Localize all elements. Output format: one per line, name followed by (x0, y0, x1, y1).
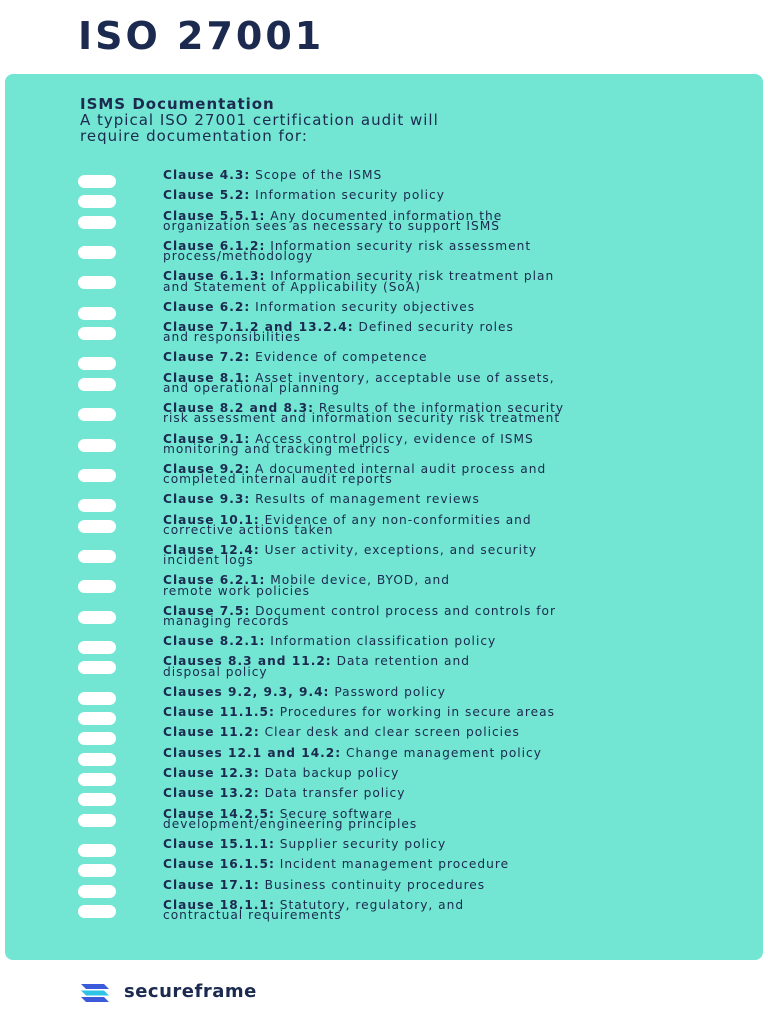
clause-label: Clause 5.5.1: (163, 208, 266, 223)
clause-description: Results of management reviews (255, 492, 480, 507)
clause-label: Clause 9.3: (163, 492, 251, 507)
clause-label: Clauses 12.1 and 14.2: (163, 745, 342, 760)
clause-item (78, 788, 738, 808)
pill-bullet-icon (78, 408, 116, 421)
clause-label: Clause 9.1: (163, 431, 251, 446)
clause-description: and operational planning (163, 381, 340, 396)
clause-label: Clause 6.1.3: (163, 269, 266, 284)
clause-item (78, 575, 738, 605)
pill-bullet-icon (78, 550, 116, 563)
clause-description: User activity, exceptions, and security (264, 543, 538, 557)
clause-description: completed internal audit reports (163, 472, 393, 487)
secureframe-logo-icon (78, 982, 112, 1004)
clause-description: managing records (163, 614, 290, 629)
clause-item (78, 806, 738, 839)
clause-description: Asset inventory, acceptable use of assets, (255, 370, 555, 385)
pill-bullet-icon (78, 732, 116, 745)
clause-description: development/engineering principles (163, 816, 418, 831)
clause-item (78, 512, 738, 545)
clause-description: Incident management procedure (279, 857, 510, 872)
clause-label: Clause 16.1.5: (163, 857, 275, 872)
clause-label: Clause 6.1.2: (163, 238, 266, 253)
clause-description: remote work policies (163, 583, 310, 598)
clause-description: organization sees as necessary to support ISMS (163, 218, 500, 233)
pill-bullet-icon (78, 378, 116, 391)
clause-description: and Statement of Applicability (SoA) (163, 279, 421, 294)
clause-description: Document control process and controls for (255, 603, 556, 618)
clause-label: Clause 12.3: (163, 766, 260, 781)
clause-description: process/methodology (163, 249, 314, 264)
clause-description: Change management policy (346, 745, 542, 760)
pill-bullet-icon (78, 580, 116, 593)
page-title: ISO 27001 (78, 14, 325, 58)
clause-item (78, 238, 738, 271)
clause-description: Evidence of any non-conformities and (264, 512, 532, 527)
pill-bullet-icon (78, 327, 116, 340)
clause-label: Clause 5.2: (163, 188, 251, 203)
clause-item (78, 603, 738, 636)
clause-label: Clause 11.1.5: (163, 705, 275, 720)
clause-description: corrective actions taken (163, 522, 334, 537)
clause-item (78, 431, 738, 464)
pill-bullet-icon (78, 793, 116, 806)
clause-label: Clause 10.1: (163, 512, 260, 527)
pill-bullet-icon (78, 357, 116, 370)
pill-bullet-icon (78, 864, 116, 877)
clause-description: incident logs (163, 553, 254, 568)
pill-bullet-icon (78, 499, 116, 512)
clause-description: Data transfer policy (264, 786, 406, 801)
clause-label: Clause 8.2.1: (163, 634, 266, 649)
clause-label: Clauses 8.3 and 11.2: (163, 654, 332, 669)
clause-description: Secure software (279, 806, 393, 821)
clause-label: Clause 17.1: (163, 877, 260, 892)
clause-item (78, 494, 738, 514)
clause-description: Scope of the ISMS (255, 168, 383, 182)
pill-bullet-icon (78, 905, 116, 918)
intro (80, 96, 680, 144)
clause-item (78, 190, 738, 210)
clause-list (78, 170, 738, 930)
clause-label: Clause 14.2.5: (163, 806, 275, 821)
pill-bullet-icon (78, 753, 116, 766)
clause-label: Clause 4.3: (163, 168, 251, 182)
clause-item (78, 208, 738, 241)
clause-item (78, 656, 738, 686)
clause-item (78, 170, 738, 190)
clause-item (78, 636, 738, 656)
pill-bullet-icon (78, 276, 116, 289)
clause-description: Statutory, regulatory, and (279, 897, 465, 912)
pill-bullet-icon (78, 692, 116, 705)
clause-description: Procedures for working in secure areas (279, 705, 555, 720)
clause-label: Clause 6.2: (163, 299, 251, 314)
clause-description: A documented internal audit process and (255, 461, 547, 476)
clause-item (78, 727, 738, 747)
clause-description: Results of the information security (318, 401, 565, 416)
clause-item (78, 403, 738, 433)
clause-label: Clause 8.1: (163, 370, 251, 385)
pill-bullet-icon (78, 195, 116, 208)
clause-label: Clause 9.2: (163, 461, 251, 476)
clause-description: Evidence of competence (255, 350, 428, 365)
clause-description: Any documented information the (270, 208, 503, 223)
clause-description: Data backup policy (264, 766, 400, 781)
clause-item (78, 271, 738, 301)
clause-description: Information security objectives (255, 299, 476, 314)
clause-item (78, 707, 738, 727)
pill-bullet-icon (78, 773, 116, 786)
pill-bullet-icon (78, 661, 116, 674)
clause-item (78, 545, 738, 575)
pill-bullet-icon (78, 520, 116, 533)
pill-bullet-icon (78, 885, 116, 898)
clause-label: Clause 7.5: (163, 603, 251, 618)
clause-item (78, 768, 738, 788)
clause-description: disposal policy (163, 664, 268, 679)
clause-item (78, 352, 738, 372)
clause-label: Clause 13.2: (163, 786, 260, 801)
clause-description: Clear desk and clear screen policies (264, 725, 520, 740)
clause-description: Business continuity procedures (264, 877, 486, 892)
clause-description: Information security risk treatment plan (270, 269, 555, 284)
clause-description: risk assessment and information security risk treatment (163, 411, 561, 426)
clause-label: Clause 18.1.1: (163, 897, 275, 912)
intro-heading: ISMS Documentation (80, 95, 275, 113)
clause-label: Clauses 9.2, 9.3, 9.4: (163, 684, 330, 699)
pill-bullet-icon (78, 611, 116, 624)
pill-bullet-icon (78, 469, 116, 482)
clause-description: Information security risk assessment (270, 238, 532, 253)
pill-bullet-icon (78, 814, 116, 827)
intro-line-2: require documentation for: (80, 127, 308, 145)
clause-description: Supplier security policy (279, 837, 447, 852)
clause-item (78, 322, 738, 352)
pill-bullet-icon (78, 844, 116, 857)
pill-bullet-icon (78, 175, 116, 188)
clause-item (78, 461, 738, 494)
clause-label: Clause 12.4: (163, 543, 260, 557)
clause-description: Password policy (334, 684, 446, 699)
clause-item (78, 299, 738, 322)
clause-description: and responsibilities (163, 330, 301, 345)
pill-bullet-icon (78, 216, 116, 229)
pill-bullet-icon (78, 307, 116, 320)
clause-label: Clause 15.1.1: (163, 837, 275, 852)
pill-bullet-icon (78, 246, 116, 259)
clause-item (78, 877, 738, 900)
clause-description: Information classification policy (270, 634, 497, 649)
clause-label: Clause 7.1.2 and 13.2.4: (163, 320, 354, 335)
brand-name: secureframe (124, 981, 257, 1002)
clause-label: Clause 8.2 and 8.3: (163, 401, 314, 416)
clause-item (78, 370, 738, 403)
clause-item (78, 745, 738, 768)
clause-description: contractual requirements (163, 908, 342, 923)
pill-bullet-icon (78, 641, 116, 654)
clause-description: Mobile device, BYOD, and (270, 573, 450, 588)
clause-description: monitoring and tracking metrics (163, 441, 391, 456)
clause-description: Defined security roles (358, 320, 514, 335)
clause-item (78, 839, 738, 859)
pill-bullet-icon (78, 712, 116, 725)
clause-label: Clause 11.2: (163, 725, 260, 740)
clause-label: Clause 7.2: (163, 350, 251, 365)
clause-description: Data retention and (336, 654, 470, 669)
clause-label: Clause 6.2.1: (163, 573, 266, 588)
intro-line-1: A typical ISO 27001 certification audit will (80, 111, 439, 129)
clause-description: Access control policy, evidence of ISMS (255, 431, 534, 446)
pill-bullet-icon (78, 439, 116, 452)
clause-item (78, 897, 738, 930)
clause-item (78, 859, 738, 879)
clause-item (78, 684, 738, 707)
clause-description: Information security policy (255, 188, 445, 203)
